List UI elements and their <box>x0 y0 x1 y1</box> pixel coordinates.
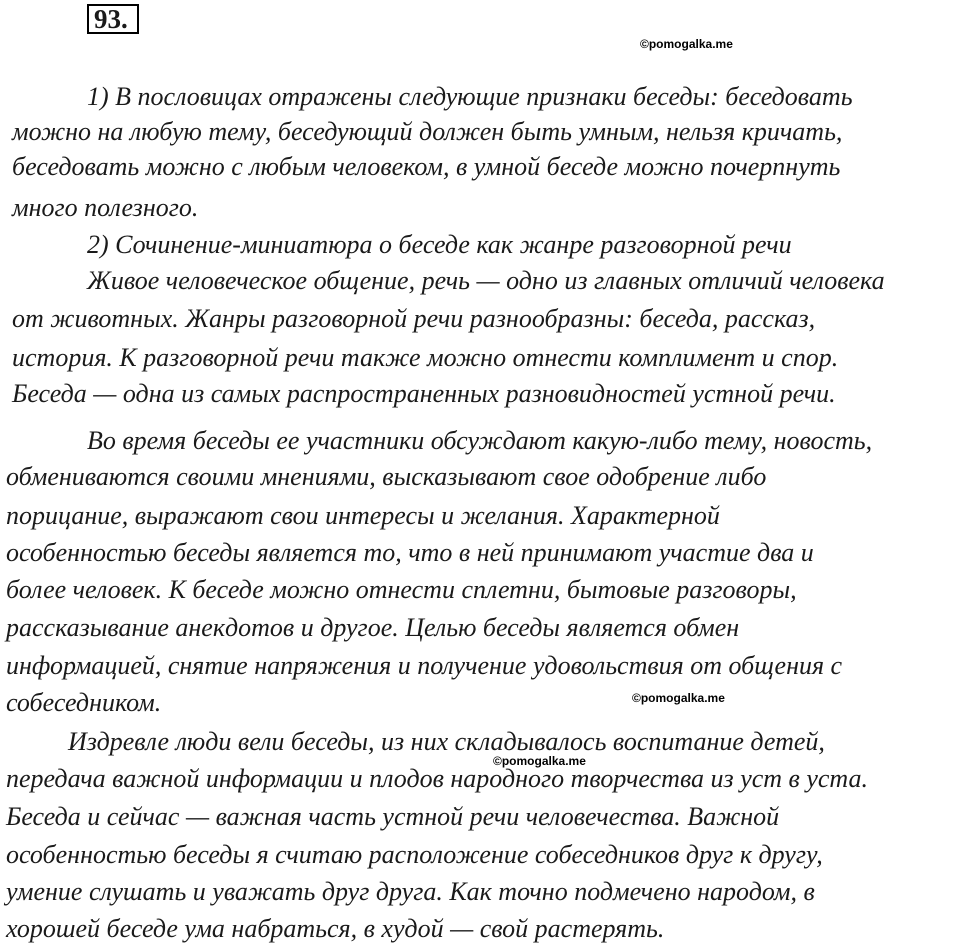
watermark-top: ©pomogalka.me <box>640 37 733 51</box>
text-line: рассказывание анекдотов и другое. Целью беседы является обмен <box>6 613 740 642</box>
text-line: от животных. Жанры разговорной речи разнообразны: беседа, рассказ, <box>12 304 816 333</box>
task-number: 93. <box>87 4 139 34</box>
text-line: 1) В пословицах отражены следующие признаки беседы: беседовать <box>87 82 853 111</box>
text-line: можно на любую тему, беседующий должен быть умным, нельзя кричать, <box>12 117 843 146</box>
text-line: особенностью беседы является то, что в ней принимают участие два и <box>6 538 814 567</box>
text-line: Издревле люди вели беседы, из них складывалось воспитание детей, <box>68 727 825 756</box>
watermark-lower: ©pomogalka.me <box>493 754 586 768</box>
text-line: Беседа и сейчас — важная часть устной речи человечества. Важной <box>6 802 780 831</box>
text-line: Во время беседы ее участники обсуждают какую-либо тему, новость, <box>87 426 873 455</box>
text-line: Живое человеческое общение, речь — одно из главных отличий человека <box>87 266 885 295</box>
text-line: порицание, выражают свои интересы и желания. Характерной <box>6 501 720 530</box>
text-line: много полезного. <box>12 193 199 222</box>
text-line: особенностью беседы я считаю расположение собеседников друг к другу, <box>6 840 823 869</box>
text-line: более человек. К беседе можно отнести сплетни, бытовые разговоры, <box>6 575 797 604</box>
text-line: умение слушать и уважать друг друга. Как точно подмечено народом, в <box>6 877 815 906</box>
text-line: хорошей беседе ума набраться, в худой — свой растерять. <box>6 914 665 943</box>
watermark-middle: ©pomogalka.me <box>632 691 725 705</box>
text-line: передача важной информации и плодов народного творчества из уст в уста. <box>6 764 869 793</box>
text-line: беседовать можно с любым человеком, в умной беседе можно почерпнуть <box>12 152 841 181</box>
text-line: обмениваются своими мнениями, высказывают свое одобрение либо <box>6 462 767 491</box>
text-line: собеседником. <box>6 688 162 717</box>
text-line: 2) Сочинение-миниатюра о беседе как жанре разговорной речи <box>87 230 792 259</box>
text-line: история. К разговорной речи также можно отнести комплимент и спор. <box>12 343 839 372</box>
text-line: информацией, снятие напряжения и получение удовольствия от общения с <box>6 651 843 680</box>
text-line: Беседа — одна из самых распространенных разновидностей устной речи. <box>12 379 836 408</box>
